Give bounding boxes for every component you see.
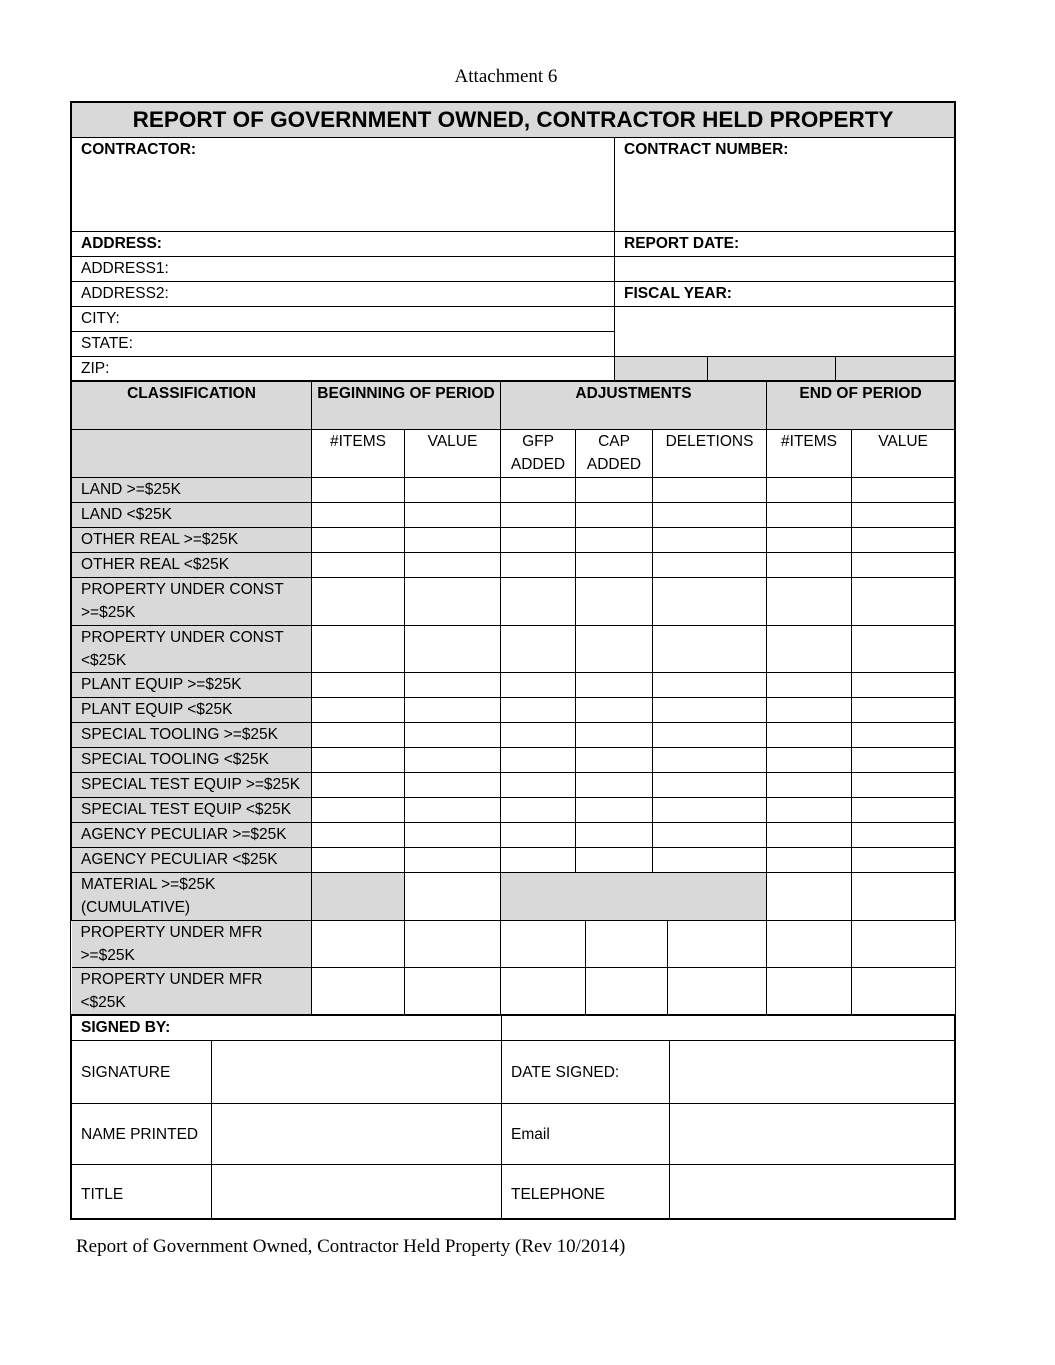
table-cell[interactable] — [767, 921, 852, 968]
table-cell[interactable] — [653, 823, 767, 848]
table-cell[interactable] — [312, 723, 405, 748]
table-cell[interactable] — [767, 553, 852, 578]
table-cell[interactable] — [576, 528, 653, 553]
report-date-label: REPORT DATE: — [615, 232, 955, 257]
property-table — [70, 380, 956, 1015]
table-cell[interactable] — [405, 848, 501, 873]
table-row — [72, 773, 955, 798]
table-cell[interactable] — [405, 626, 501, 673]
table-cell[interactable] — [767, 968, 852, 1015]
table-cell[interactable] — [767, 748, 852, 773]
signed-by-field[interactable] — [502, 1016, 955, 1041]
row-label: OTHER REAL <$25K — [72, 553, 312, 578]
telephone-label: TELEPHONE — [502, 1165, 670, 1219]
row-label: OTHER REAL >=$25K — [72, 528, 312, 553]
date-signed-field[interactable] — [670, 1041, 955, 1104]
table-cell[interactable] — [653, 798, 767, 823]
table-cell[interactable] — [501, 626, 576, 673]
table-cell[interactable] — [653, 848, 767, 873]
table-row — [72, 698, 955, 723]
signature-section — [70, 1014, 956, 1220]
table-cell[interactable] — [405, 578, 501, 626]
table-cell[interactable] — [405, 823, 501, 848]
zip-label: ZIP: — [81, 360, 110, 377]
table-cell[interactable] — [312, 503, 405, 528]
table-cell[interactable] — [501, 968, 586, 1015]
adjustments-header: ADJUSTMENTS — [501, 382, 767, 430]
table-cell[interactable] — [576, 823, 653, 848]
table-cell[interactable] — [668, 921, 767, 968]
table-cell[interactable] — [852, 578, 955, 626]
contract-number-field[interactable] — [615, 138, 955, 232]
table-cell[interactable] — [405, 503, 501, 528]
table-cell[interactable] — [852, 848, 955, 873]
fiscal-year-label: FISCAL YEAR: — [615, 282, 955, 307]
table-cell[interactable] — [405, 553, 501, 578]
end-of-period-header: END OF PERIOD — [767, 382, 955, 430]
table-cell[interactable] — [767, 478, 852, 503]
table-cell[interactable] — [501, 698, 576, 723]
state-field[interactable] — [72, 332, 615, 357]
table-cell[interactable] — [767, 723, 852, 748]
table-row — [72, 673, 955, 698]
table-cell[interactable] — [501, 503, 576, 528]
table-cell[interactable] — [501, 528, 576, 553]
table-cell[interactable] — [501, 673, 576, 698]
contractor-label: CONTRACTOR: — [81, 141, 197, 158]
value-header: VALUE — [405, 430, 501, 478]
table-cell[interactable] — [312, 553, 405, 578]
table-cell[interactable] — [312, 528, 405, 553]
table-cell[interactable] — [501, 798, 576, 823]
table-cell[interactable] — [501, 553, 576, 578]
contract-number-label: CONTRACT NUMBER: — [624, 141, 789, 158]
value-header: VALUE — [852, 430, 955, 478]
table-cell[interactable] — [767, 503, 852, 528]
table-cell[interactable] — [653, 698, 767, 723]
table-cell[interactable] — [767, 578, 852, 626]
table-cell[interactable] — [767, 626, 852, 673]
table-row — [72, 823, 955, 848]
table-row — [72, 748, 955, 773]
table-cell[interactable] — [312, 626, 405, 673]
table-cell[interactable] — [653, 553, 767, 578]
table-row — [72, 478, 955, 503]
table-cell[interactable] — [501, 773, 576, 798]
row-label: SPECIAL TOOLING >=$25K — [72, 723, 312, 748]
shaded-cell — [615, 357, 708, 381]
telephone-field[interactable] — [670, 1165, 955, 1219]
table-row — [72, 503, 955, 528]
table-cell[interactable] — [767, 673, 852, 698]
zip-field[interactable] — [72, 357, 615, 381]
table-cell[interactable] — [653, 503, 767, 528]
table-cell[interactable] — [767, 528, 852, 553]
city-label: CITY: — [81, 310, 120, 327]
table-cell[interactable] — [586, 921, 668, 968]
shaded-cell — [312, 873, 405, 921]
table-cell[interactable] — [576, 578, 653, 626]
fiscal-year-field[interactable] — [615, 307, 955, 357]
shaded-cell — [501, 873, 767, 921]
table-cell[interactable] — [852, 921, 955, 968]
table-cell[interactable] — [767, 798, 852, 823]
email-field[interactable] — [670, 1104, 955, 1165]
table-cell[interactable] — [852, 748, 955, 773]
table-cell[interactable] — [501, 748, 576, 773]
table-cell[interactable] — [576, 698, 653, 723]
material-row-label: MATERIAL >=$25K (CUMULATIVE) — [72, 873, 312, 921]
table-row — [72, 798, 955, 823]
table-row — [72, 528, 955, 553]
table-cell[interactable] — [852, 698, 955, 723]
table-cell[interactable] — [576, 798, 653, 823]
table-row — [72, 921, 955, 968]
table-cell[interactable] — [576, 723, 653, 748]
table-cell[interactable] — [501, 823, 576, 848]
table-cell[interactable] — [586, 968, 668, 1015]
contractor-field[interactable] — [72, 138, 615, 232]
address1-label: ADDRESS1: — [81, 260, 169, 277]
table-cell[interactable] — [312, 478, 405, 503]
table-cell[interactable] — [405, 723, 501, 748]
table-cell[interactable] — [852, 673, 955, 698]
table-cell[interactable] — [576, 626, 653, 673]
row-label: PROPERTY UNDER MFR <$25K — [72, 968, 312, 1015]
table-cell[interactable] — [576, 553, 653, 578]
address-label: ADDRESS: — [72, 232, 615, 257]
table-cell[interactable] — [405, 478, 501, 503]
table-cell[interactable] — [653, 773, 767, 798]
table-cell[interactable] — [405, 798, 501, 823]
table-row — [72, 848, 955, 873]
row-label: LAND >=$25K — [72, 478, 312, 503]
row-label: PLANT EQUIP <$25K — [72, 698, 312, 723]
cap-added-header: CAP ADDED — [576, 430, 653, 478]
date-signed-label: DATE SIGNED: — [502, 1041, 670, 1104]
table-cell[interactable] — [405, 698, 501, 723]
table-cell[interactable] — [312, 748, 405, 773]
table-cell[interactable] — [767, 773, 852, 798]
table-cell[interactable] — [653, 578, 767, 626]
table-cell[interactable] — [405, 748, 501, 773]
table-cell[interactable] — [668, 968, 767, 1015]
table-cell[interactable] — [312, 968, 405, 1015]
classification-header: CLASSIFICATION — [72, 382, 312, 430]
form-title: REPORT OF GOVERNMENT OWNED, CONTRACTOR HELD PROPERTY — [72, 103, 955, 138]
table-cell[interactable] — [501, 848, 576, 873]
name-printed-label: NAME PRINTED — [72, 1104, 212, 1165]
beginning-of-period-header: BEGINNING OF PERIOD — [312, 382, 501, 430]
footer-text: Report of Government Owned, Contractor Held Property (Rev 10/2014) — [76, 1236, 626, 1257]
table-cell[interactable] — [852, 528, 955, 553]
table-cell[interactable] — [852, 773, 955, 798]
shaded-cell — [836, 357, 955, 381]
table-row — [72, 723, 955, 748]
row-label: SPECIAL TEST EQUIP <$25K — [72, 798, 312, 823]
table-cell[interactable] — [576, 503, 653, 528]
row-label: PLANT EQUIP >=$25K — [72, 673, 312, 698]
title-field[interactable] — [212, 1165, 502, 1219]
table-row — [72, 553, 955, 578]
table-cell[interactable] — [576, 848, 653, 873]
row-label: LAND <$25K — [72, 503, 312, 528]
table-cell[interactable] — [852, 478, 955, 503]
row-label: PROPERTY UNDER CONST >=$25K — [72, 578, 312, 626]
table-cell[interactable] — [576, 478, 653, 503]
table-cell[interactable] — [852, 723, 955, 748]
table-cell[interactable] — [653, 626, 767, 673]
table-cell[interactable] — [852, 823, 955, 848]
signature-field[interactable] — [212, 1041, 502, 1104]
name-printed-field[interactable] — [212, 1104, 502, 1165]
table-cell[interactable] — [312, 798, 405, 823]
table-cell[interactable] — [501, 478, 576, 503]
table-cell[interactable] — [852, 553, 955, 578]
table-cell[interactable] — [852, 968, 955, 1015]
shaded-cell — [708, 357, 836, 381]
table-cell[interactable] — [653, 478, 767, 503]
report-date-field[interactable] — [615, 257, 955, 282]
table-cell[interactable] — [501, 578, 576, 626]
row-label: PROPERTY UNDER MFR >=$25K — [72, 921, 312, 968]
shaded-cell — [72, 430, 312, 478]
table-cell[interactable] — [405, 773, 501, 798]
gfp-added-header: GFP ADDED — [501, 430, 576, 478]
table-cell[interactable] — [312, 773, 405, 798]
table-cell[interactable] — [852, 873, 955, 921]
table-cell[interactable] — [312, 848, 405, 873]
table-cell[interactable] — [501, 723, 576, 748]
email-label: Email — [502, 1104, 670, 1165]
table-cell[interactable] — [312, 698, 405, 723]
table-cell[interactable] — [852, 503, 955, 528]
table-cell[interactable] — [767, 698, 852, 723]
row-label: SPECIAL TOOLING <$25K — [72, 748, 312, 773]
table-cell[interactable] — [405, 528, 501, 553]
table-cell[interactable] — [852, 798, 955, 823]
table-cell[interactable] — [576, 748, 653, 773]
items-header: #ITEMS — [767, 430, 852, 478]
table-row — [72, 578, 955, 626]
table-cell[interactable] — [405, 968, 501, 1015]
items-header: #ITEMS — [312, 430, 405, 478]
table-cell[interactable] — [576, 773, 653, 798]
table-cell[interactable] — [852, 626, 955, 673]
table-cell[interactable] — [312, 823, 405, 848]
table-cell[interactable] — [576, 673, 653, 698]
table-cell[interactable] — [312, 673, 405, 698]
title-label: TITLE — [72, 1165, 212, 1219]
row-label: SPECIAL TEST EQUIP >=$25K — [72, 773, 312, 798]
table-cell[interactable] — [653, 528, 767, 553]
city-field[interactable] — [72, 307, 615, 332]
address2-label: ADDRESS2: — [81, 285, 169, 302]
contractor-info-section — [70, 101, 956, 382]
row-label: PROPERTY UNDER CONST <$25K — [72, 626, 312, 673]
table-cell[interactable] — [501, 921, 586, 968]
signed-by-label: SIGNED BY: — [72, 1016, 502, 1041]
table-cell[interactable] — [653, 723, 767, 748]
table-cell[interactable] — [405, 873, 501, 921]
table-cell[interactable] — [405, 673, 501, 698]
table-cell[interactable] — [767, 823, 852, 848]
table-cell[interactable] — [312, 921, 405, 968]
row-label: AGENCY PECULIAR >=$25K — [72, 823, 312, 848]
table-cell[interactable] — [653, 748, 767, 773]
deletions-header: DELETIONS — [653, 430, 767, 478]
mfr-section — [72, 921, 955, 1015]
table-cell[interactable] — [767, 848, 852, 873]
table-row — [72, 626, 955, 673]
signature-label: SIGNATURE — [72, 1041, 212, 1104]
table-cell[interactable] — [312, 578, 405, 626]
address1-field[interactable] — [72, 257, 615, 282]
table-cell[interactable] — [405, 921, 501, 968]
address2-field[interactable] — [72, 282, 615, 307]
table-row — [72, 968, 955, 1015]
table-cell[interactable] — [767, 873, 852, 921]
row-label: AGENCY PECULIAR <$25K — [72, 848, 312, 873]
state-label: STATE: — [81, 335, 133, 352]
table-cell[interactable] — [653, 673, 767, 698]
attachment-label: Attachment 6 — [454, 66, 558, 87]
